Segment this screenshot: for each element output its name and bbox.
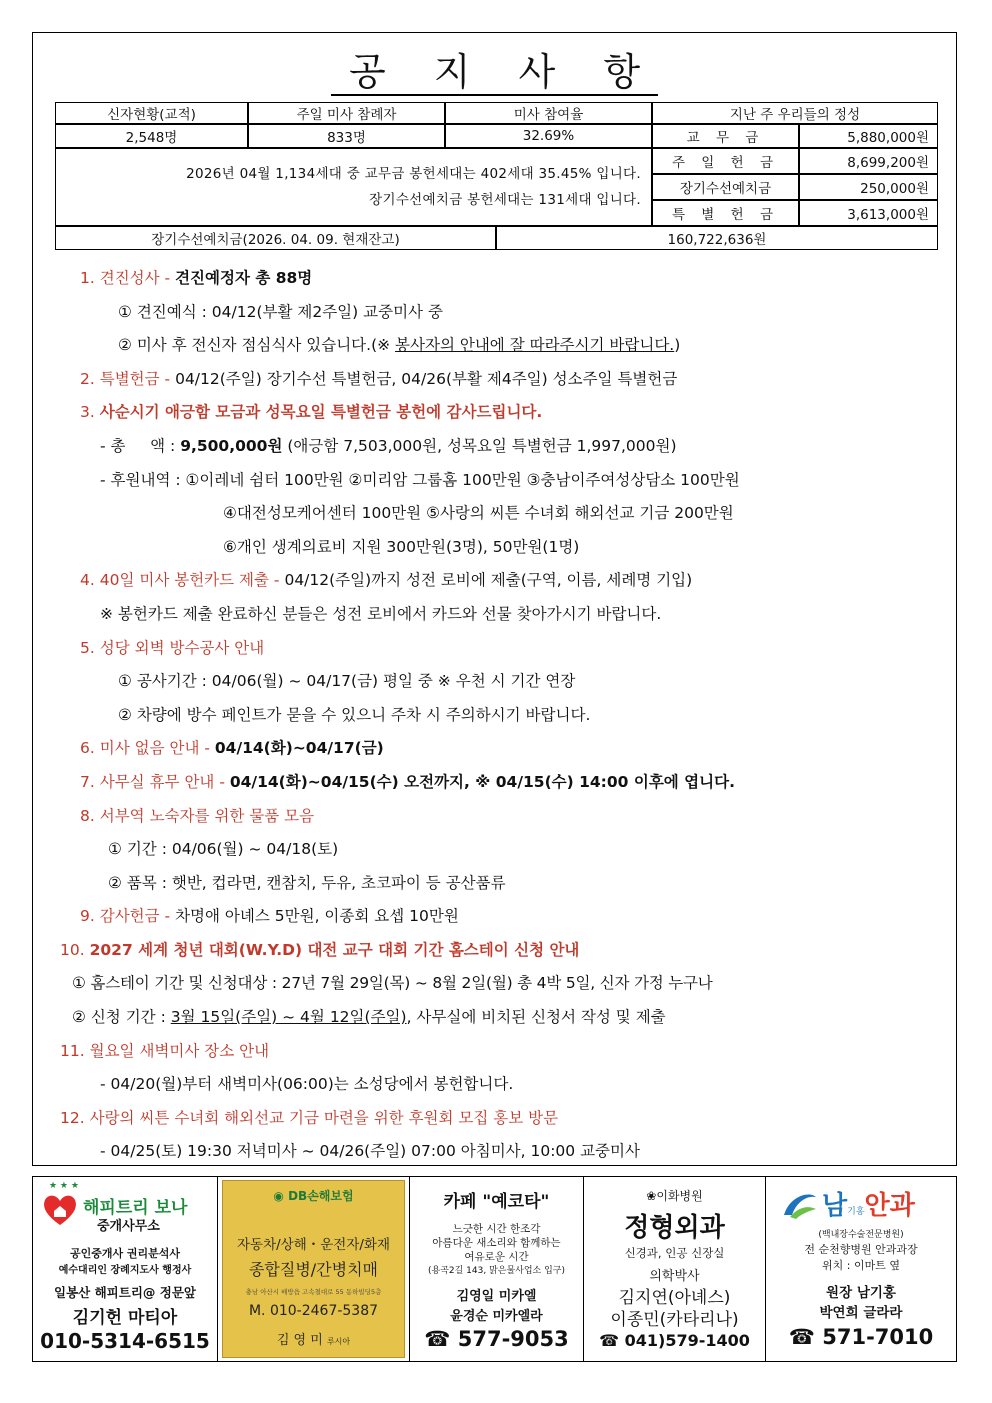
item-5: 5. 성당 외벽 방수공사 안내 xyxy=(80,638,265,657)
ad-nam-eye-clinic xyxy=(766,1177,956,1361)
item-10: 10. 2027 세계 청년 대회(W.Y.D) 대전 교구 대회 기간 홈스테이 신청 안내 xyxy=(60,940,580,959)
ad-line: 공인중개사 권리분석사 xyxy=(69,1247,181,1260)
item-heading: 감사헌금 - xyxy=(99,907,176,926)
item-12: 12. 사랑의 씨튼 수녀회 해외선교 기금 마련을 위한 후원회 모집 홍보 방문 xyxy=(60,1108,559,1127)
ad-line: 예수대리인 장례지도사 행정사 xyxy=(58,1265,192,1276)
ad-line: 여유로운 시간 xyxy=(464,1251,529,1263)
ad-name: 김기헌 마티아 xyxy=(72,1308,178,1328)
ad-name: 김지연(아녜스) xyxy=(618,1288,731,1308)
item-10-sub-b: ② 신청 기간 : 3월 15일(주일) ~ 4월 12일(주일), 사무실에 비치된 신청서 작성 및 제출 xyxy=(72,1008,666,1027)
ad-brand: 남기홍안과 xyxy=(822,1191,915,1221)
item-12-sub-a: - 04/25(토) 19:30 저녁미사 ~ 04/26(주일) 07:00 아침미사, 10:00 교중미사 xyxy=(100,1142,640,1161)
item-8-sub-b: ② 품목 : 햇반, 컵라면, 캔참치, 두유, 초코파이 등 공산품류 xyxy=(108,873,506,892)
item-heading: 2027 세계 청년 대회(W.Y.D) 대전 교구 대회 기간 홈스테이 신청 안내 xyxy=(89,940,580,959)
item-6: 6. 미사 없음 안내 - 04/14(화)~04/17(금) xyxy=(80,739,384,758)
value-members: 2,548명 xyxy=(55,124,248,148)
item-11-sub-a: - 04/20(월)부터 새벽미사(06:00)는 소성당에서 봉헌합니다. xyxy=(100,1075,514,1094)
notice-items xyxy=(60,262,950,1169)
offering-label-2: 주 일 헌 금 xyxy=(652,148,799,174)
stats-table xyxy=(55,102,938,252)
ad-line: (백내장수술전문병원) xyxy=(818,1230,904,1240)
ad-name: 김영일 미카엘 xyxy=(456,1289,537,1304)
item-heading: 성당 외벽 방수공사 안내 xyxy=(99,638,265,657)
item-heading: 미사 없음 안내 - xyxy=(99,739,215,758)
eye-clinic-logo-icon xyxy=(780,1185,820,1221)
phone-icon: ☎ xyxy=(424,1327,451,1351)
ad-line: 일봉산 해피트리@ 정문앞 xyxy=(54,1285,196,1300)
header-attendance-rate: 미사 참여율 xyxy=(445,102,652,124)
ad-subtitle: 중개사무소 xyxy=(97,1219,160,1234)
offering-value-3: 250,000원 xyxy=(799,174,938,200)
ad-ewha-orthopedics xyxy=(584,1177,766,1361)
item-heading: 서부역 노숙자를 위한 물품 모음 xyxy=(99,806,315,825)
offering-value-2: 8,699,200원 xyxy=(799,148,938,174)
ad-happytree xyxy=(33,1177,218,1361)
balance-value: 160,722,636원 xyxy=(496,226,938,250)
offering-label-3: 장기수선예치금 xyxy=(652,174,799,200)
db-logo-icon: ◉ xyxy=(273,1189,284,1203)
ad-phone: M. 010-2467-5387 xyxy=(248,1303,379,1319)
ad-line: 신경과, 인공 신장실 xyxy=(624,1246,725,1260)
ad-line: 느긋한 시간 한조각 xyxy=(452,1223,541,1235)
item-heading: 사무실 휴무 안내 - xyxy=(99,772,230,791)
ad-phone: ☎ 577-9053 xyxy=(424,1327,569,1351)
item-1-sub-a: ① 견진예식 : 04/12(부활 제2주일) 교중미사 중 xyxy=(118,302,443,321)
item-3-sub-a: - 총 액 : 9,500,000원 (애긍함 7,503,000원, 성목요일 특별헌금 1,997,000원) xyxy=(100,436,677,455)
phone-icon: ☎ xyxy=(599,1331,620,1350)
item-3-sub-d: ⑥개인 생계의료비 지원 300만원(3명), 50만원(1명) xyxy=(223,537,580,556)
ad-line: 의학박사 xyxy=(649,1269,700,1284)
item-heading: 견진성사 - xyxy=(99,269,176,287)
ad-name: 윤경순 미카엘라 xyxy=(450,1309,543,1324)
page-title: 공 지 사 항 xyxy=(33,41,956,96)
item-3-sub-b: - 후원내역 : ①이레네 쉼터 100만원 ②미리암 그룹홈 100만원 ③충남이주여성상담소 100만원 xyxy=(100,470,740,489)
ad-address: (용곡2길 143, 맑은물사업소 입구) xyxy=(427,1266,565,1276)
ad-line: 전 순천향병원 안과과장 xyxy=(804,1243,918,1256)
ad-name: 박연희 글라라 xyxy=(819,1305,903,1321)
offering-value-4: 3,613,000원 xyxy=(799,200,938,226)
item-9: 9. 감사헌금 - 차명애 아녜스 5만원, 이종회 요셉 10만원 xyxy=(80,907,459,926)
header-offerings: 지난 주 우리들의 정성 xyxy=(652,102,938,124)
offering-label-1: 교 무 금 xyxy=(652,124,799,148)
item-heading: 사랑의 씨튼 수녀회 해외선교 기금 마련을 위한 후원회 모집 홍보 방문 xyxy=(89,1108,559,1127)
heart-house-icon xyxy=(41,1191,79,1227)
household-line-1: 2026년 04월 1,134세대 중 교무금 봉헌세대는 402세대 35.45% 입니다. xyxy=(186,166,641,182)
item-number: 1. xyxy=(80,269,95,287)
offering-label-4: 특 별 헌 금 xyxy=(652,200,799,226)
ad-top: ❀이화병원 xyxy=(646,1189,703,1203)
ads-strip xyxy=(32,1176,957,1362)
item-10-sub-a: ① 홈스테이 기간 및 신청대상 : 27년 7월 29일(목) ~ 8월 2일(월) 총 4박 5일, 신자 가정 누구나 xyxy=(72,974,713,993)
item-8: 8. 서부역 노숙자를 위한 물품 모음 xyxy=(80,806,315,825)
household-line-2: 장기수선예치금 봉헌세대는 131세대 입니다. xyxy=(369,192,641,208)
item-1 xyxy=(60,262,950,296)
ad-title: 카페 "예코타" xyxy=(443,1192,550,1212)
item-heading: 특별헌금 - xyxy=(99,369,176,388)
ad-address: 충남 아산시 배방읍 고속철대로 55 동하빌딩5층 xyxy=(245,1288,382,1296)
item-3-sub-c: ④대전성모케어센터 100만원 ⑤사랑의 씨튼 수녀회 해외선교 기금 200만원 xyxy=(223,504,734,523)
item-7: 7. 사무실 휴무 안내 - 04/14(화)~04/15(수) 오전까지, ※ 04/15(수) 14:00 이후에 엽니다. xyxy=(80,772,735,791)
item-4: 4. 40일 미사 봉헌카드 제출 - 04/12(주일)까지 성전 로비에 제출(구역, 이름, 세례명 기입) xyxy=(80,571,693,590)
ad-cafe-yekota xyxy=(410,1177,584,1361)
ad-phone: ☎ 041)579-1400 xyxy=(599,1331,750,1350)
header-sunday-attendance: 주일 미사 참례자 xyxy=(248,102,445,124)
item-5-sub-a: ① 공사기간 : 04/06(월) ~ 04/17(금) 평일 중 ※ 우천 시 기간 연장 xyxy=(118,672,576,691)
item-3: 3. 사순시기 애긍함 모금과 성목요일 특별헌금 봉헌에 감사드립니다. xyxy=(80,403,543,422)
household-summary xyxy=(55,148,652,226)
ad-name: 김 영 미 루시아 xyxy=(276,1333,351,1348)
ad-brand: 해피트리 보나 xyxy=(83,1198,188,1218)
value-sunday-attendance: 833명 xyxy=(248,124,445,148)
item-5-sub-b: ② 차량에 방수 페인트가 묻을 수 있으니 주차 시 주의하시기 바랍니다. xyxy=(118,705,591,724)
balance-label: 장기수선예치금(2026. 04. 09. 현재잔고) xyxy=(55,226,496,250)
offering-value-1: 5,880,000원 xyxy=(799,124,938,148)
ad-phone: 010-5314-6515 xyxy=(40,1329,210,1353)
ad-line: 자동차/상해・운전자/화재 xyxy=(236,1237,390,1253)
hospital-logo-icon: ❀ xyxy=(646,1189,657,1203)
value-attendance-rate: 32.69% xyxy=(445,124,652,148)
ad-name: 원장 남기홍 xyxy=(826,1285,896,1301)
phone-icon: ☎ xyxy=(788,1325,815,1349)
underlined-text: 봉사자의 안내에 잘 따라주시기 바랍니다. xyxy=(395,336,675,355)
item-1-sub-b: ② 미사 후 전신자 점심식사 있습니다.(※ 봉사자의 안내에 잘 따라주시기 바랍니다.) xyxy=(118,336,681,355)
item-highlight: 견진예정자 총 88명 xyxy=(175,269,313,287)
item-2: 2. 특별헌금 - 04/12(주일) 장기수선 특별헌금, 04/26(부활 제4주일) 성소주일 특별헌금 xyxy=(80,369,678,388)
underlined-text: 3월 15일(주일) ~ 4월 12일(주일) xyxy=(170,1008,407,1027)
ad-brand: ◉ DB손해보험 xyxy=(273,1189,354,1203)
item-heading: 사순시기 애긍함 모금과 성목요일 특별헌금 봉헌에 감사드립니다. xyxy=(99,403,543,422)
ad-db-insurance xyxy=(218,1177,410,1361)
item-4-sub-a: ※ 봉헌카드 제출 완료하신 분들은 성전 로비에서 카드와 선물 찾아가시기 바랍니다. xyxy=(100,604,662,623)
item-heading: 월요일 새벽미사 장소 안내 xyxy=(89,1041,270,1060)
header-members: 신자현황(교적) xyxy=(55,102,248,124)
ad-phone: ☎ 571-7010 xyxy=(788,1325,934,1349)
ad-line: 아름다운 새소리와 함께하는 xyxy=(432,1237,561,1249)
ad-line: 종합질병/간병치매 xyxy=(248,1260,379,1279)
ad-title: 정형외과 xyxy=(624,1213,725,1243)
ad-line: 위치 : 이마트 옆 xyxy=(822,1259,900,1272)
ad-name: 이종민(카타리나) xyxy=(610,1310,739,1330)
item-heading: 40일 미사 봉헌카드 제출 - xyxy=(99,571,285,590)
stars-icon: ★ ★ ★ xyxy=(49,1181,79,1191)
item-8-sub-a: ① 기간 : 04/06(월) ~ 04/18(토) xyxy=(108,840,339,859)
item-11: 11. 월요일 새벽미사 장소 안내 xyxy=(60,1041,270,1060)
